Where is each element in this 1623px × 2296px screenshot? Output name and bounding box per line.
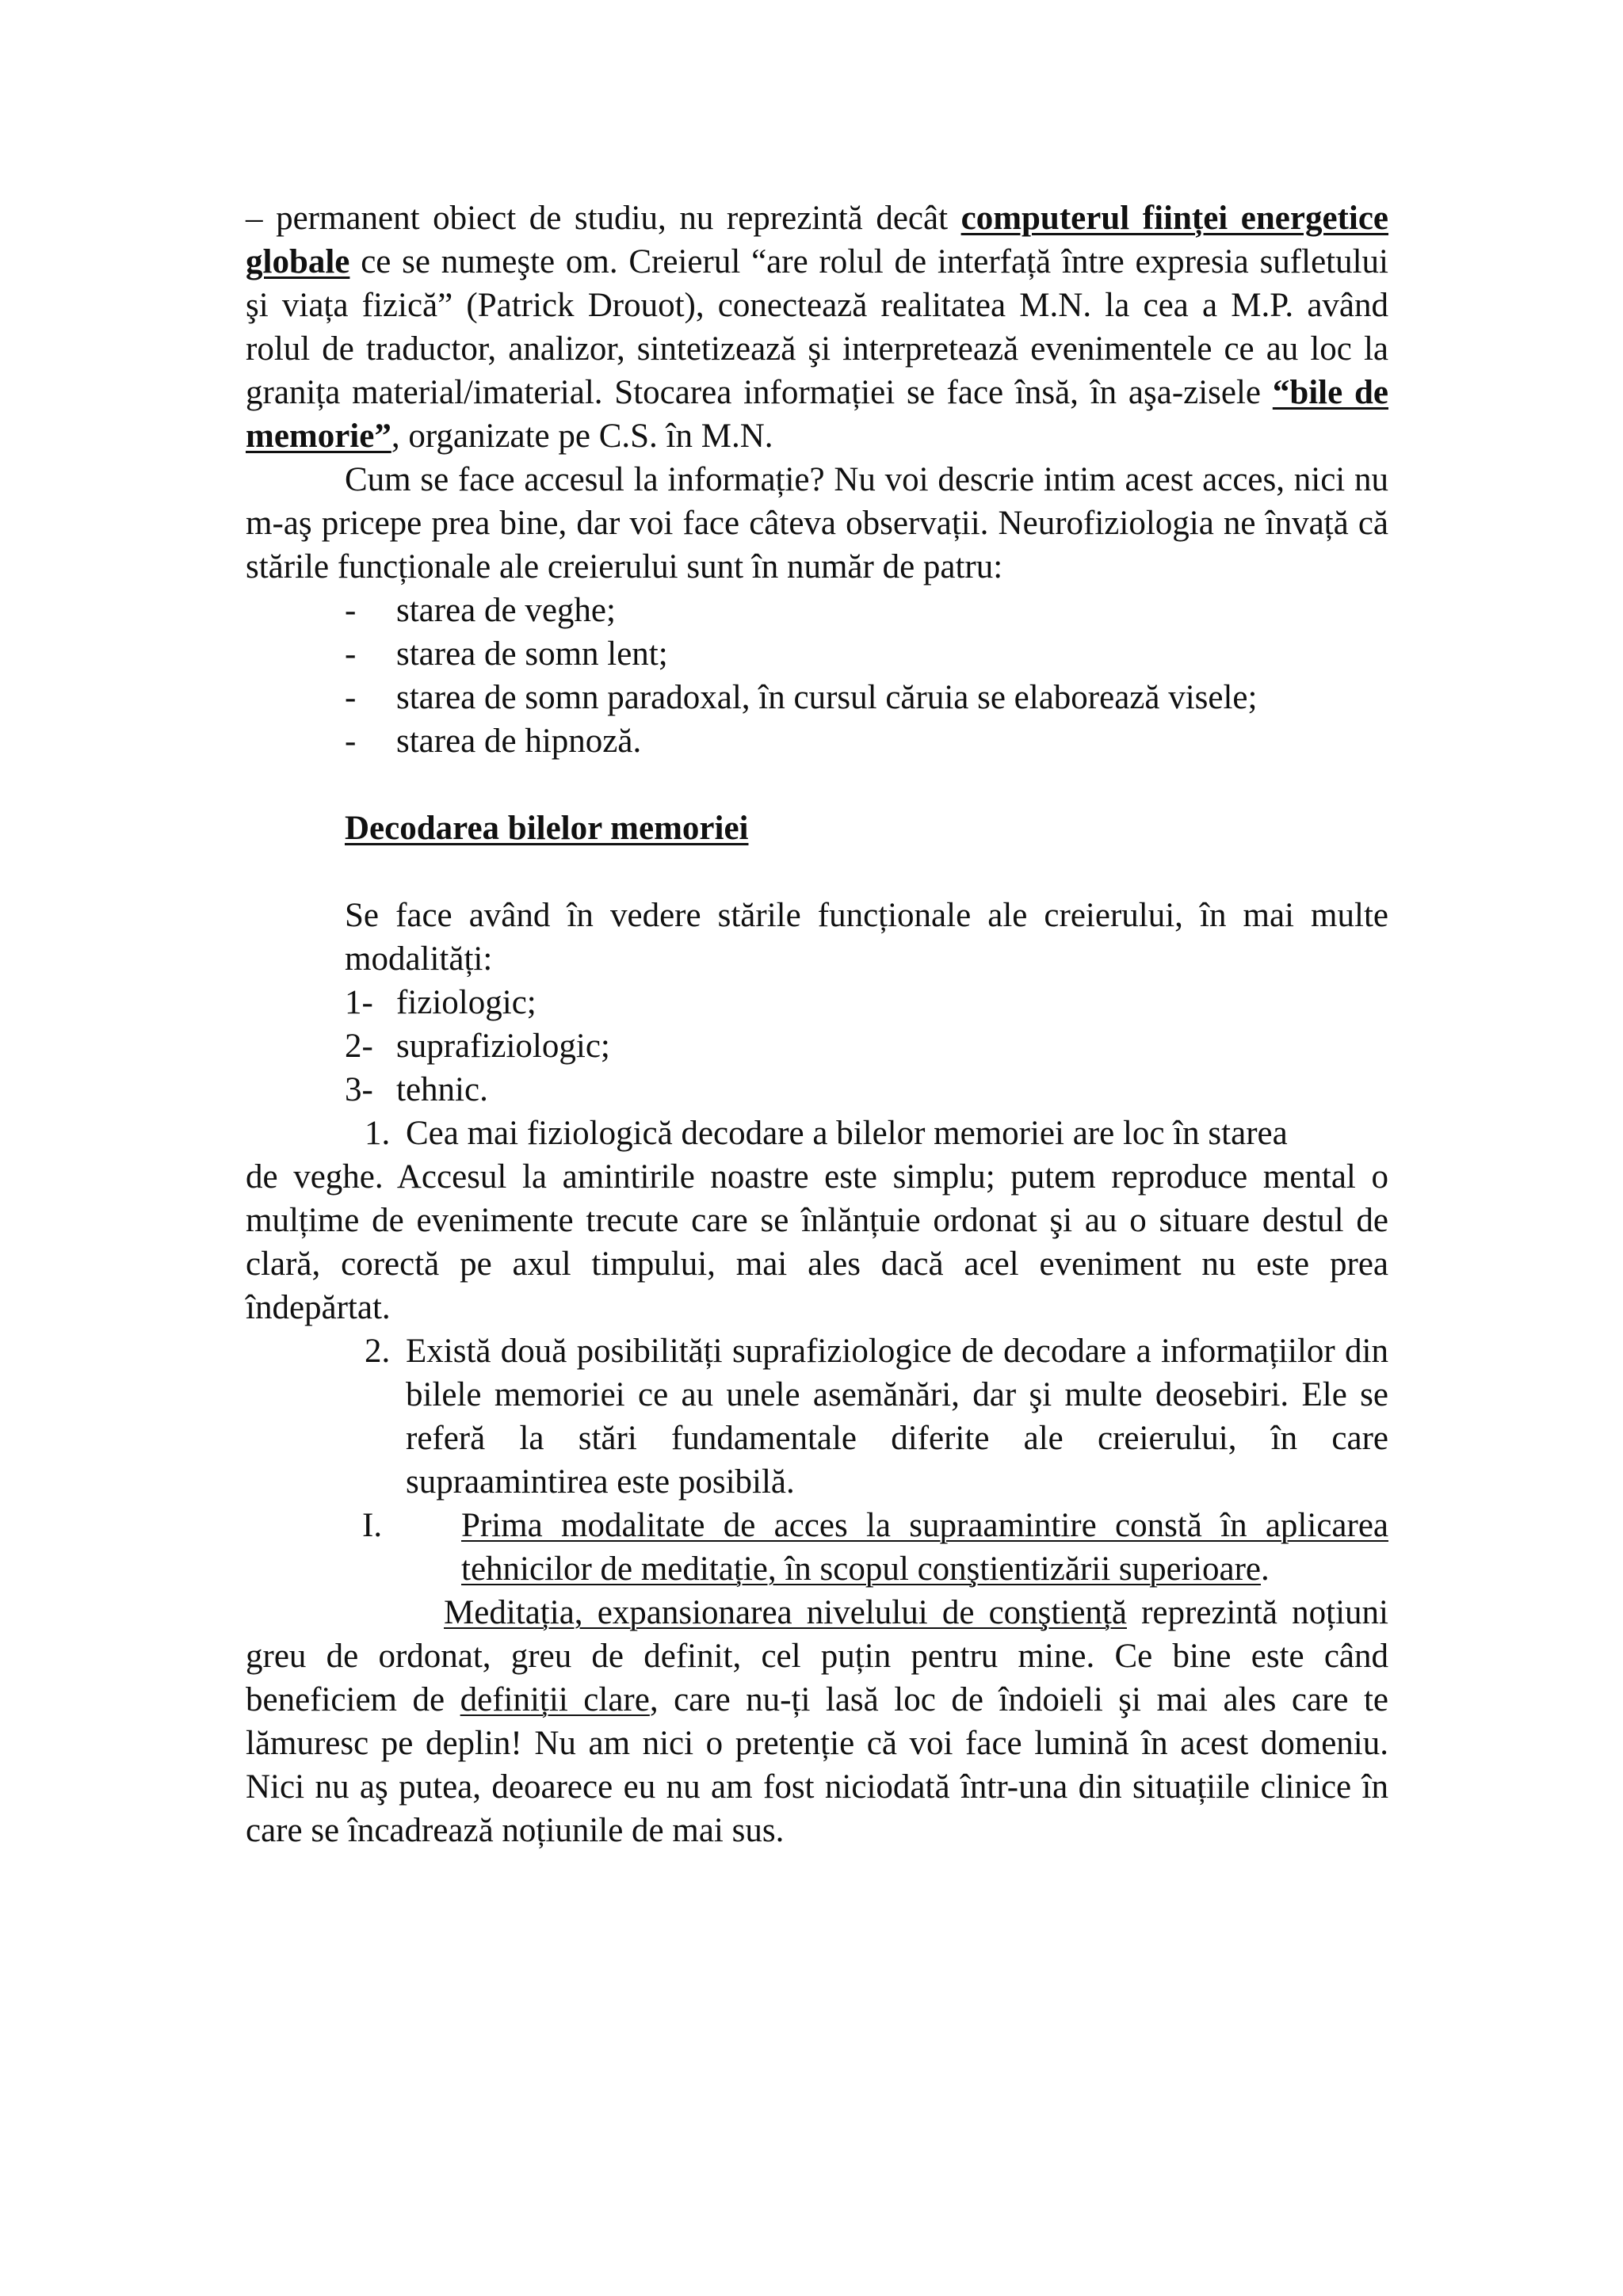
text-run: , organizate pe C.S. în M.N.	[391, 418, 773, 455]
list-item	[345, 676, 1388, 719]
text-run: , care nu-ți lasă loc de îndoieli şi mai ales care te lămuresc pe deplin! Nu am nici o pretenție că voi face lumină în acest domeniu. Nici nu aş putea, deoarece eu nu am fost niciodată într-una din situațiile clinice în care se încadrează noțiunile de mai sus.	[246, 1681, 1388, 1849]
emphasis-computer: computerul ființei energetice globale	[246, 200, 1388, 280]
paragraph-meditation	[246, 1591, 1388, 1852]
underlined-phrase: definiții clare	[460, 1681, 650, 1718]
roman-item-1	[362, 1504, 1388, 1591]
dash-bullet: -	[345, 679, 357, 716]
list-item	[345, 1068, 1388, 1112]
text-run: reprezintă noțiuni greu de ordonat, greu de definit, cel puțin pentru mine. Ce bine este când beneficiem de	[246, 1594, 1388, 1718]
emphasis-memory-balls: “bile de memorie”	[246, 374, 1388, 455]
list-item	[345, 632, 1388, 676]
item-text: Cea mai fiziologică decodare a bilelor memoriei are loc în starea	[406, 1115, 1288, 1152]
list-item-text: starea de hipnoză.	[396, 723, 642, 760]
list-item	[345, 1024, 1388, 1068]
numbered-item-1	[365, 1112, 1388, 1155]
paragraph-decoding: Se face având în vedere stările funcționale ale creierului, în mai multe modalități:	[345, 897, 1388, 978]
spacer	[246, 850, 1388, 894]
item-text-underlined: Prima modalitate de acces la supraamintire constă în aplicarea tehnicilor de meditație, în scopul conştientizării superioare	[461, 1507, 1388, 1588]
item-marker: I.	[362, 1507, 383, 1544]
list-item	[345, 981, 1388, 1024]
list-item-text: suprafiziologic;	[396, 1028, 610, 1065]
list-item-text: starea de somn paradoxal, în cursul căruia se elaborează visele;	[396, 679, 1258, 716]
list-item	[345, 719, 1388, 763]
text-run: – permanent obiect de studiu, nu reprezintă decât	[246, 200, 961, 237]
list-item-text: tehnic.	[396, 1071, 488, 1108]
text-run: ce se numeşte om. Creierul “are rolul de interfață între expresia sufletului şi viața fizică” (Patrick Drouot), conectează realitatea M.N. la cea a M.P. având rolul de traductor, analizor, sintetizează şi interpretează evenimentele ce au loc la granița material/imaterial. Stocarea informației se face însă, în aşa-zisele	[246, 243, 1388, 411]
dash-bullet: -	[345, 723, 357, 760]
modalities-list	[246, 981, 1388, 1112]
dash-bullet: -	[345, 592, 357, 629]
list-number: 3-	[345, 1071, 373, 1108]
list-number: 2-	[345, 1028, 373, 1065]
list-item	[345, 589, 1388, 632]
section-heading: Decodarea bilelor memoriei	[345, 810, 749, 847]
paragraph-waking: de veghe. Accesul la amintirile noastre este simplu; putem reproduce mental o mulțime de evenimente trecute care se înlănțuie ordonat şi au o situare destul de clară, corectă pe axul timpului, mai ales dacă acel eveniment nu este prea îndepărtat.	[246, 1158, 1388, 1326]
paragraph-access: Cum se face accesul la informație? Nu voi descrie intim acest acces, nici nu m-aş pricepe prea bine, dar voi face câteva observații. Neurofiziologia ne învață că stările funcționale ale creierului sunt în număr de patru:	[246, 461, 1388, 585]
dash-bullet: -	[345, 635, 357, 673]
document-body	[246, 196, 1388, 1852]
item-marker: 2.	[365, 1333, 391, 1370]
brain-states-list	[246, 589, 1388, 763]
paragraph-intro	[246, 196, 1388, 458]
list-number: 1-	[345, 984, 373, 1021]
item-marker: 1.	[365, 1115, 391, 1152]
item-text: Există două posibilități suprafiziologice de decodare a informațiilor din bilele memoriei ce au unele asemănări, dar şi multe deosebiri. Ele se referă la stări fundamentale diferite ale creierului, în care supraamintirea este posibilă.	[406, 1333, 1388, 1501]
list-item-text: starea de veghe;	[396, 592, 616, 629]
numbered-item-2	[365, 1329, 1388, 1504]
underlined-phrase: Meditația, expansionarea nivelului de conştiență	[444, 1594, 1127, 1631]
item-text-end: .	[1260, 1550, 1270, 1588]
list-item-text: starea de somn lent;	[396, 635, 668, 673]
list-item-text: fiziologic;	[396, 984, 537, 1021]
